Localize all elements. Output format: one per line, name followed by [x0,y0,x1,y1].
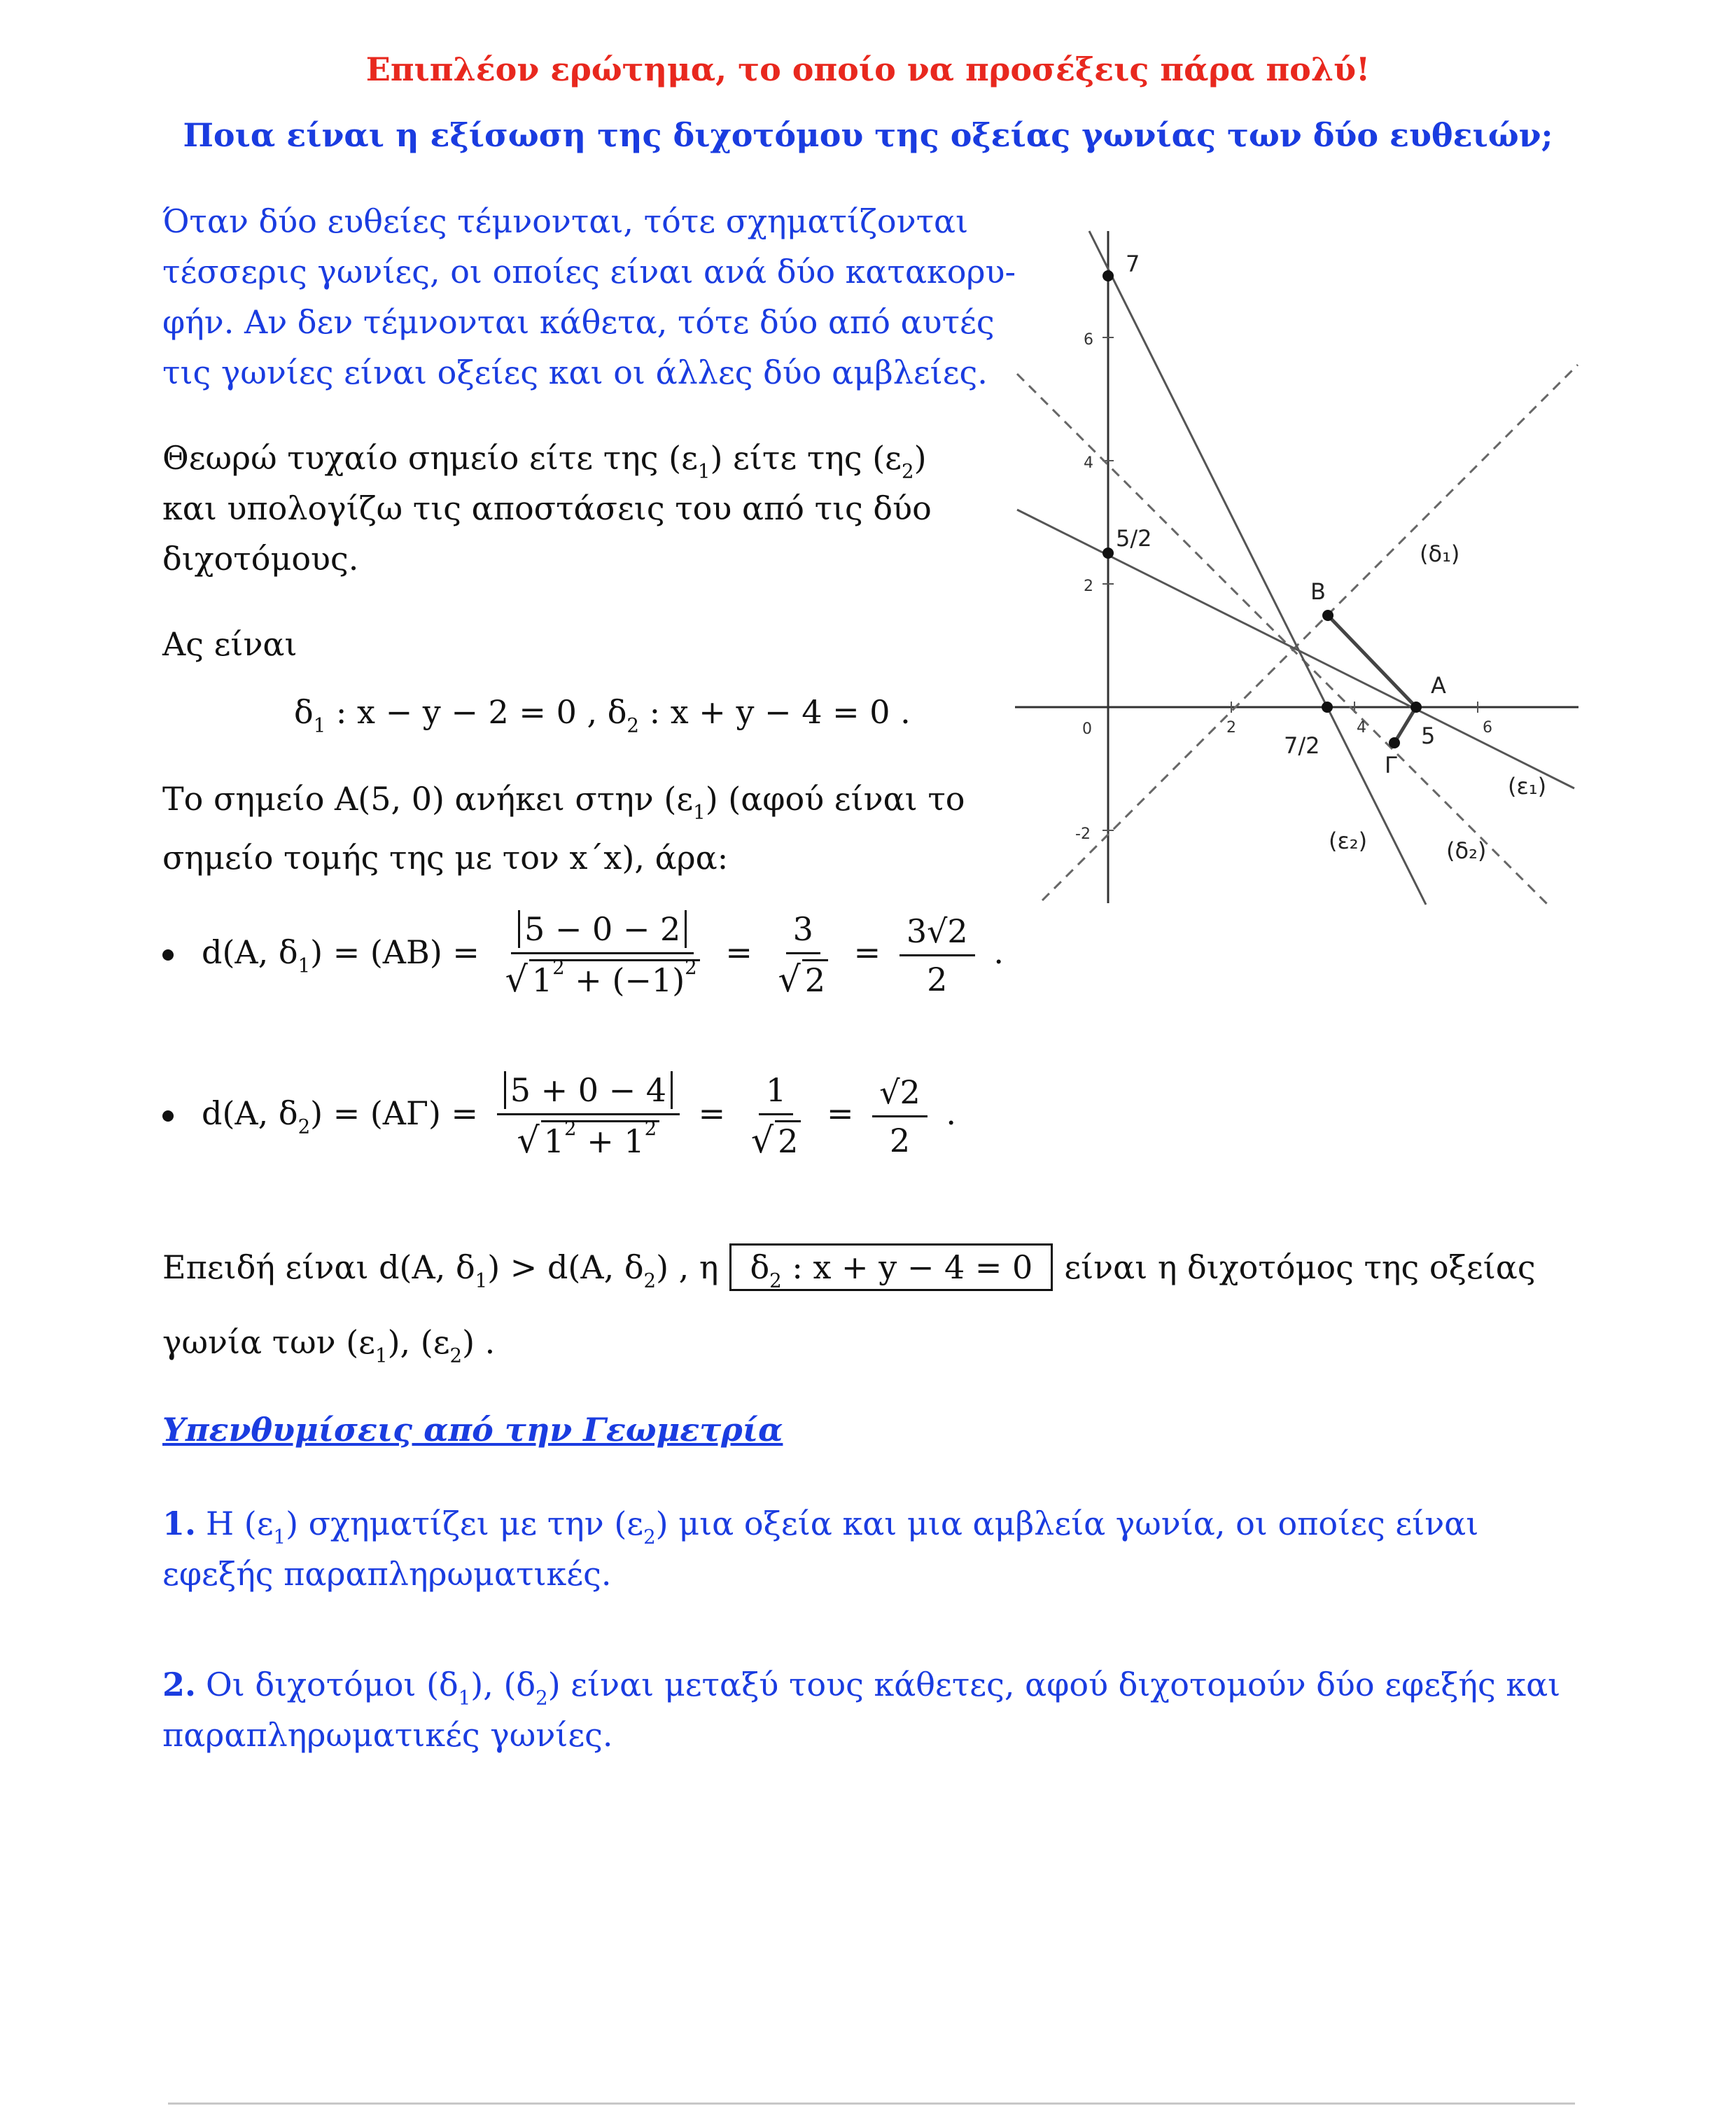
conclusion-line2: γωνία των $(\varepsilon_1)$, $(\varepsilon_2)$ . [162,1323,496,1367]
header-question: Ποια είναι η εξίσωση της διχοτόμου της οξείας γωνίας των δύο ευθειών; [183,116,1553,154]
label-e1: (ε₁) [1508,773,1547,800]
bisector-d1-line [1042,365,1578,900]
bisector-d2-line [1017,374,1548,905]
intro-line: φήν. Αν δεν τέμνονται κάθετα, τότε δύο από αυτές [162,303,995,341]
bisector-equations: $\delta_1$ : x − y − 2 = 0 , $\delta_2$ : x + y − 4 = 0 . [294,693,911,737]
reminders-heading: Υπενθυμίσεις από την Γεωμετρία [162,1411,783,1449]
point-g [1389,737,1400,748]
intro-line: τις γωνίες είναι οξείες και οι άλλες δύο αμβλείες. [162,354,988,391]
label-d2: (δ₂) [1446,837,1487,864]
coordinate-figure [1008,210,1596,910]
point-y7 [1102,270,1114,281]
point-y52 [1102,548,1114,559]
label-b: B [1310,578,1326,605]
x-tick-label: 2 [1226,719,1236,737]
reminder-1: 1. Η $(\varepsilon_1)$ σχηματίζει με την $(\varepsilon_2)$ μια οξεία και μια αμβλεία γωνία, οι οποίες είναι εφεξής παραπληρωματικές. [162,1505,1479,1593]
label-g: Γ [1385,752,1397,779]
intro-line: Όταν δύο ευθείες τέμνονται, τότε σχηματίζονται [162,202,969,240]
point-a [1410,702,1422,713]
label-five: 5 [1421,723,1436,749]
intro-line: τέσσερις γωνίες, οι οποίες είναι ανά δύο κατακορυ- [162,253,1016,291]
label-a: A [1431,672,1446,699]
footer-rule [168,2102,1575,2105]
point-b [1322,610,1334,621]
header-title: Επιπλέον ερώτημα, το οποίο να προσέξεις πάρα πολύ! [365,50,1371,88]
let-text: Ας είναι [162,625,298,663]
bullet-dot [162,949,174,961]
point-a-line2: σημείο τομής της με τον x΄x), άρα: [162,839,729,877]
label-seven-half: 7/2 [1284,732,1320,759]
segment-ab [1328,615,1416,707]
answer-box: $\delta_2$ : x + y − 4 = 0 [729,1243,1053,1291]
label-seven: 7 [1126,251,1140,277]
reminder-2: 2. Οι διχοτόμοι $(\delta_1)$, $(\delta_2)$ είναι μεταξύ τους κάθετες, αφού διχοτομούν δύο εφεξής και παραπληρωματικές γωνίες. [162,1666,1561,1754]
x-tick-label: 6 [1483,719,1492,737]
label-e2: (ε₂) [1329,828,1368,854]
point-x72 [1322,702,1333,713]
label-d1: (δ₁) [1420,541,1460,567]
x-tick-label: 4 [1357,719,1366,737]
label-five-half: 5/2 [1116,525,1152,552]
method-paragraph: Θεωρώ τυχαίο σημείο είτε της $(\varepsilon_1)$ είτε της $(\varepsilon_2)$ και υπολογίζω τις αποστάσεις του από τις δύο διχοτόμους. [162,439,932,578]
y-tick-label: 2 [1084,578,1093,595]
bullet-dot [162,1110,174,1122]
segment-ag [1394,707,1416,743]
distance-ag-formula: d(A, $\delta_2) = (A\Gamma)$ = $\frac{5 + 0 - 4}{√ 1^2 + 1^2}$ = $\frac{1}{√ 2}$ = $\frac{√2}{2}$ . [162,1071,956,1161]
conclusion-line: Επειδή είναι d(A, $\delta_1) > d(A$, $\delta_2$) , η $\delta_2$ : x + y − 4 = 0 είναι η διχοτόμος της οξείας [162,1248,1536,1286]
y-tick-label: 4 [1084,454,1093,472]
y-tick-label: 6 [1084,331,1093,349]
intro-paragraph [162,196,1023,398]
point-a-line1: Το σημείο Α(5, 0) ανήκει στην $(\varepsilon_1)$ (αφού είναι το [162,780,965,824]
x-tick-label: 0 [1082,720,1092,738]
distance-ab-formula: d(A, $\delta_1) = (AB)$ = $\frac{5 - 0 - 2}{√ 1^2 + (-1)^2}$ = $\frac{3}{√ 2}$ = $\frac{3√2}{2}$ . [162,910,1004,1000]
y-tick-label: -2 [1075,825,1091,843]
